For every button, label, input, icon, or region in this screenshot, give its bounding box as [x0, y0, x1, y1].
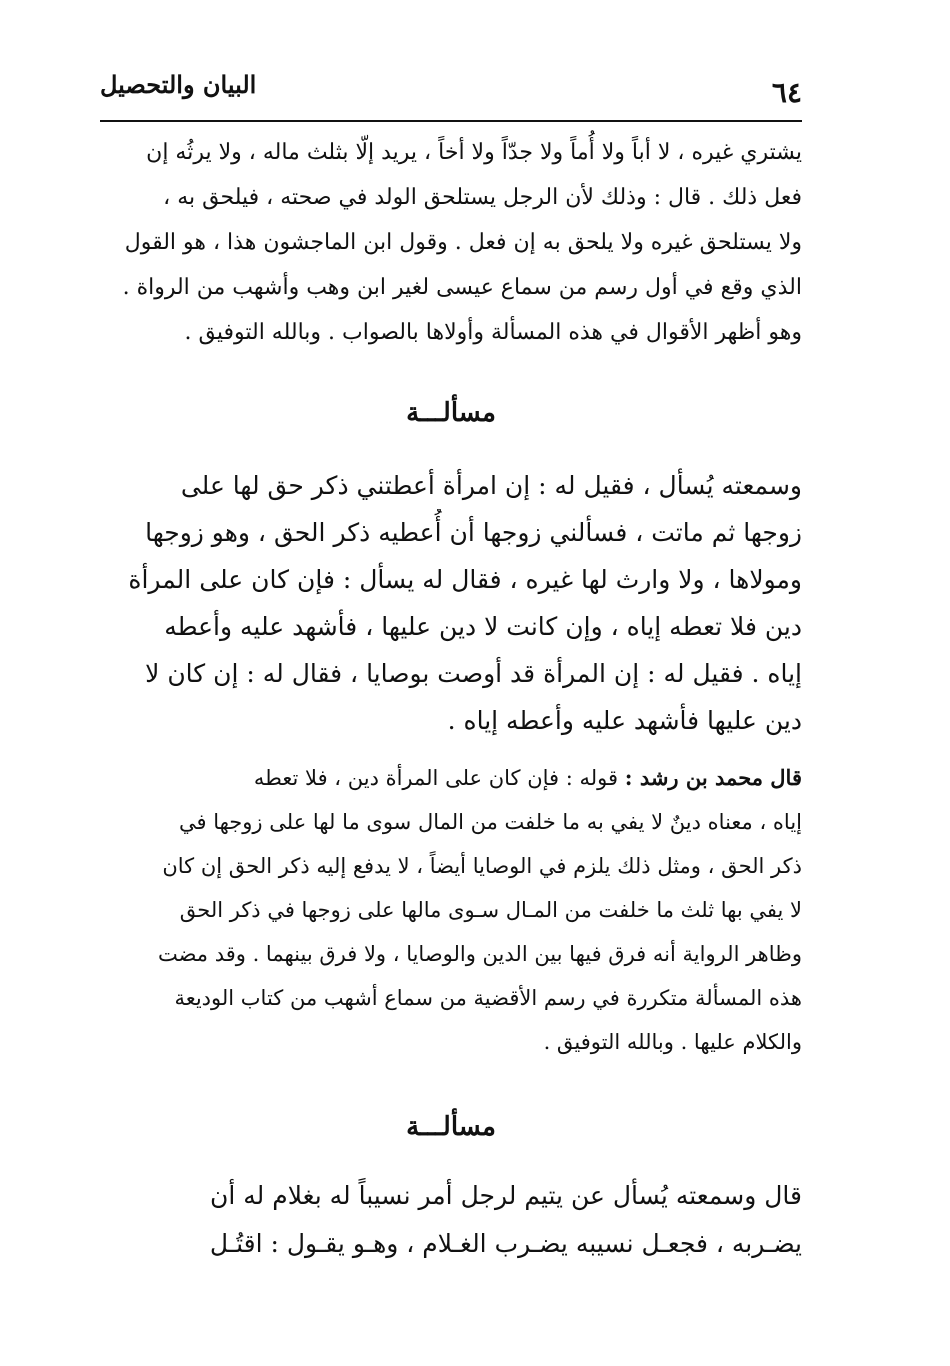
text-line: هذه المسألة متكررة في رسم الأقضية من سماع أشهب من كتاب الوديعة — [174, 986, 802, 1010]
text-line: إياه . فقيل له : إن المرأة قد أوصت بوصايا ، فقال له : إن كان لا — [145, 659, 802, 688]
text-line: قال وسمعته يُسأل عن يتيم لرجل أمر نسيباً له بغلام له أن — [210, 1181, 802, 1210]
paragraph-continuation — [100, 130, 802, 355]
text-line: إياه ، معناه دينٌ لا يفي به ما خلفت من المال سوى ما لها على زوجها في — [179, 810, 802, 834]
text-line: ومولاها ، ولا وارث لها غيره ، فقال له يسأل : فإن كان على المرأة — [128, 565, 802, 594]
page-header — [100, 68, 802, 122]
commentary-text: قوله : فإن كان على المرأة دين ، فلا تعطه — [253, 766, 619, 790]
text-line: زوجها ثم ماتت ، فسألني زوجها أن أُعطيه ذكر الحق ، وهو زوجها — [145, 518, 802, 547]
text-line — [100, 756, 802, 800]
text-line: يضـربه ، فجعـل نسيبه يضـرب الغـلام ، وهـو يقـول : اقتُـل — [209, 1229, 802, 1258]
commentator-name: قال محمد بن رشد : — [624, 765, 802, 790]
page-number: ٦٤ — [771, 76, 802, 109]
section-heading: مسألـــة — [406, 398, 496, 428]
text-line: وسمعته يُسأل ، فقيل له : إن امرأة أعطتني ذكر حق لها على — [180, 471, 802, 500]
question-paragraph — [100, 1172, 802, 1268]
text-line: الذي وقع في أول رسم من سماع عيسى لغير ابن وهب وأشهب من الرواة . — [122, 275, 802, 300]
text-line: ذكر الحق ، ومثل ذلك يلزم في الوصايا أيضاً ، لا يدفع إليه ذكر الحق إن كان — [162, 854, 802, 878]
text-line: فعل ذلك . قال : وذلك لأن الرجل يستلحق الولد في صحته ، فيلحق به ، — [163, 185, 802, 210]
section-heading: مسألـــة — [406, 1112, 496, 1142]
text-line: وهو أظهر الأقوال في هذه المسألة وأولاها بالصواب . وبالله التوفيق . — [184, 320, 802, 345]
text-line: لا يفي بها ثلث ما خلفت من المـال سـوى مالها على زوجها في ذكر الحق — [179, 898, 802, 922]
text-line: دين عليها فأشهد عليه وأعطه إياه . — [447, 706, 802, 735]
commentary-paragraph — [100, 756, 802, 1064]
running-title: البيان والتحصيل — [100, 70, 257, 99]
question-paragraph — [100, 462, 802, 744]
text-line: دين فلا تعطه إياه ، وإن كانت لا دين عليها ، فأشهد عليه وأعطه — [164, 612, 802, 641]
text-line: والكلام عليها . وبالله التوفيق . — [543, 1030, 802, 1054]
text-line: ولا يستلحق غيره ولا يلحق به إن فعل . وقول ابن الماجشون هذا ، هو القول — [124, 230, 802, 255]
text-line: وظاهر الرواية أنه فرق فيها بين الدين والوصايا ، ولا فرق بينهما . وقد مضت — [157, 942, 802, 966]
text-line: يشتري غيره ، لا أباً ولا أُماً ولا جدّاً ولا أخاً ، يريد إلّا بثلث ماله ، ولا يرثُه إن — [146, 140, 802, 165]
